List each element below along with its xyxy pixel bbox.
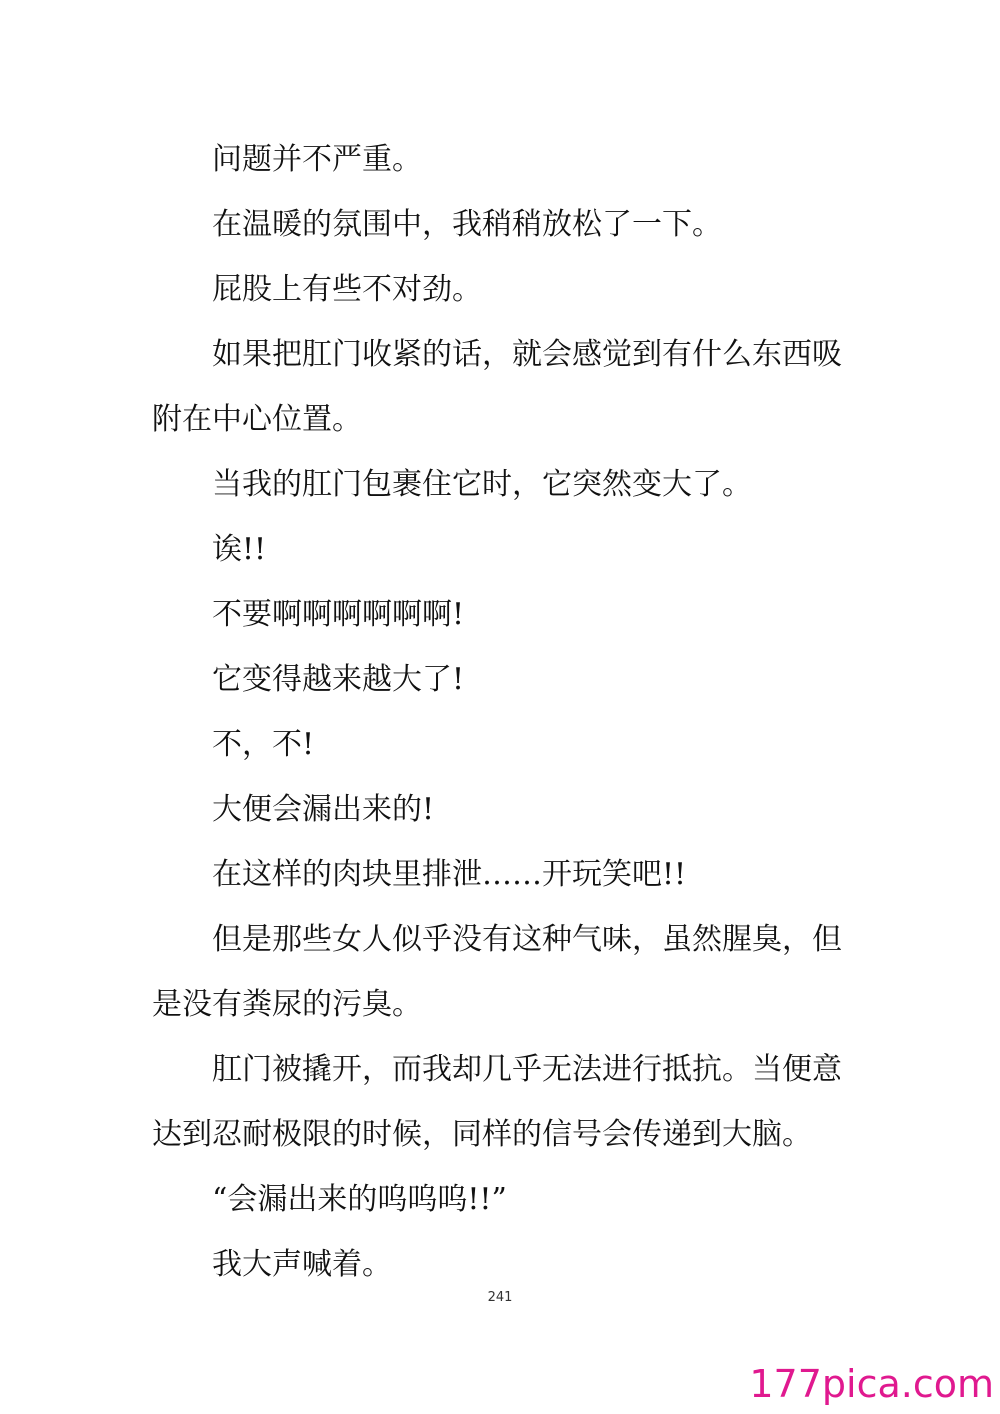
- paragraph: 如果把肛门收紧的话，就会感觉到有什么东西吸附在中心位置。: [152, 337, 842, 437]
- paragraph: 它变得越来越大了!: [212, 662, 465, 697]
- paragraph: 但是那些女人似乎没有这种气味，虽然腥臭，但是没有粪尿的污臭。: [152, 922, 842, 1022]
- paragraph: 当我的肛门包裹住它时，它突然变大了。: [212, 467, 752, 502]
- watermark: 177pica.com: [749, 1362, 994, 1406]
- text-body: [152, 127, 852, 1297]
- paragraph: 问题并不严重。: [212, 142, 422, 177]
- paragraph: 在温暖的氛围中，我稍稍放松了一下。: [212, 207, 722, 242]
- paragraph: 屁股上有些不对劲。: [212, 272, 482, 307]
- paragraph: 在这样的肉块里排泄……开玩笑吧!!: [212, 857, 687, 892]
- paragraph: 肛门被撬开，而我却几乎无法进行抵抗。当便意达到忍耐极限的时候，同样的信号会传递到大脑。: [152, 1052, 842, 1152]
- paragraph: 不要啊啊啊啊啊啊!: [212, 597, 465, 632]
- paragraph: 不，不!: [212, 727, 315, 762]
- paragraph: 我大声喊着。: [212, 1247, 392, 1282]
- paragraph: “会漏出来的呜呜呜!!”: [212, 1182, 507, 1217]
- page-number: 241: [487, 1290, 513, 1305]
- paragraph: 诶!!: [212, 532, 267, 567]
- paragraph: 大便会漏出来的!: [212, 792, 435, 827]
